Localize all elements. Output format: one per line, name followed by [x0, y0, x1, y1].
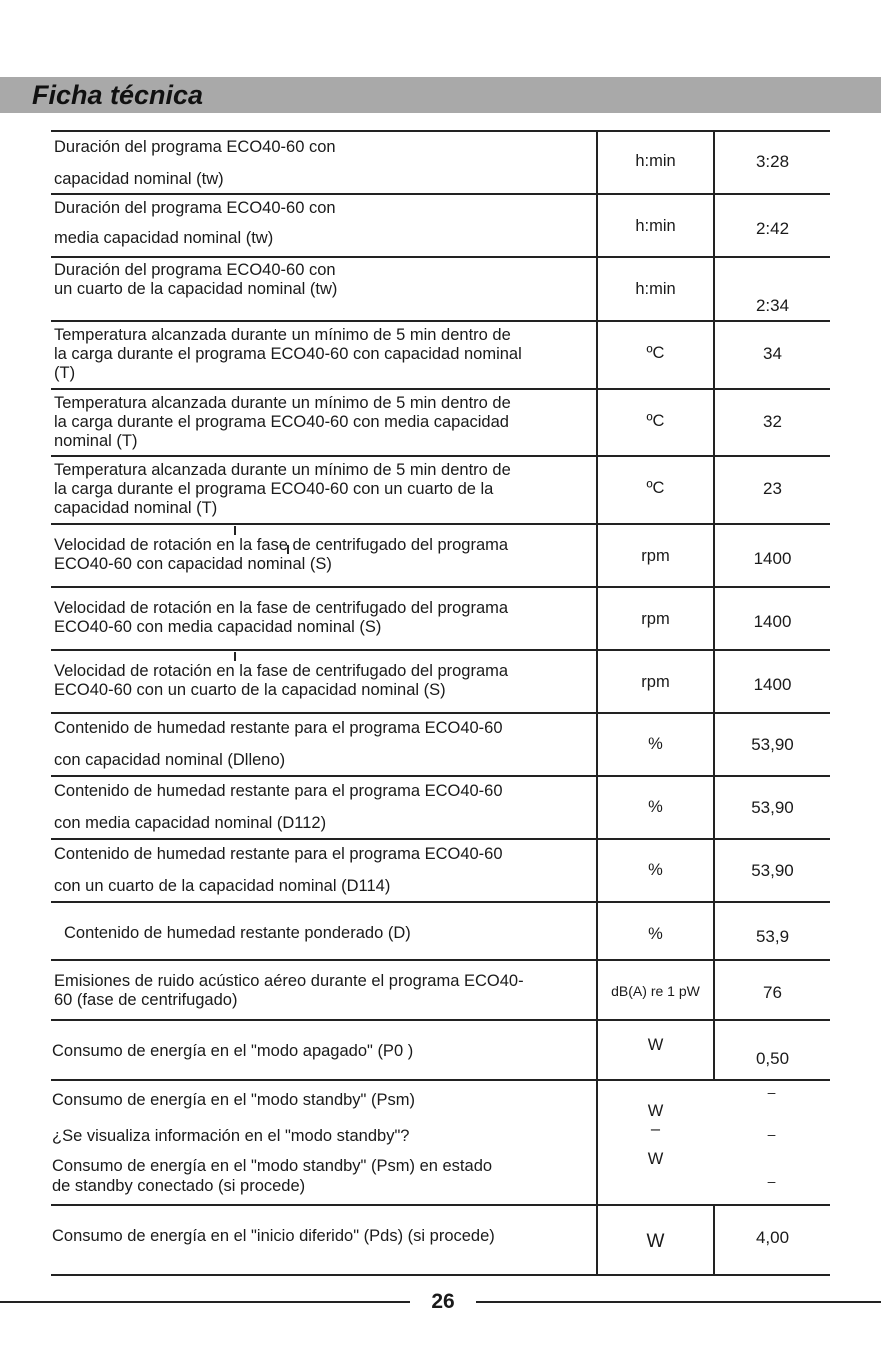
value-text: 53,90 — [751, 861, 794, 880]
unit-text: % — [648, 735, 663, 753]
description-line: Contenido de humedad restante ponderado (D) — [64, 924, 411, 942]
unit-text: W — [647, 1036, 664, 1054]
unit-text: % — [648, 861, 663, 879]
unit-text: h:min — [635, 152, 676, 170]
unit-text: h:min — [635, 280, 676, 298]
page-number: 26 — [431, 1290, 455, 1313]
description-line: la carga durante el programa ECO40-60 con media capacidad — [54, 413, 509, 431]
table-row — [51, 322, 830, 390]
row-value — [713, 390, 830, 455]
value-text: 23 — [763, 479, 782, 498]
value-text: 53,9 — [755, 927, 790, 946]
row-value — [713, 961, 830, 1019]
row-description — [51, 322, 596, 388]
row-value — [713, 903, 830, 959]
row-description — [51, 195, 596, 256]
description-line: capacidad nominal (T) — [54, 499, 218, 517]
row-value — [713, 525, 830, 586]
value-text: 34 — [763, 344, 782, 363]
unit-text: W — [647, 1150, 664, 1168]
description-line: con un cuarto de la capacidad nominal (D114) — [54, 877, 391, 895]
footer-rule-right — [476, 1301, 881, 1303]
table-row — [51, 903, 830, 961]
row-unit — [596, 195, 713, 256]
value-text: 3:28 — [755, 152, 790, 171]
row-value — [713, 588, 830, 649]
description-line: con capacidad nominal (Dlleno) — [54, 751, 286, 769]
table-row — [51, 525, 830, 588]
value-text: 1400 — [753, 612, 792, 631]
description-line: ¿Se visualiza información en el "modo standby"? — [52, 1127, 410, 1145]
row-unit — [596, 322, 713, 388]
value-text: 53,90 — [751, 735, 794, 754]
row-unit — [596, 714, 713, 775]
description-line: ECO40-60 con media capacidad nominal (S) — [54, 618, 382, 636]
table-row — [51, 258, 830, 322]
description-line: ECO40-60 con capacidad nominal (S) — [54, 555, 332, 573]
row-value — [713, 457, 830, 523]
unit-text: ºC — [646, 412, 665, 430]
description-line: Velocidad de rotación en la fase de centrifugado del programa — [54, 662, 509, 680]
page-footer — [0, 1288, 881, 1318]
unit-text: rpm — [641, 673, 670, 691]
row-unit — [596, 651, 713, 712]
row-description — [51, 258, 596, 320]
description-line: con media capacidad nominal (D112) — [54, 814, 327, 832]
value-text: 0,50 — [755, 1049, 790, 1068]
row-unit — [596, 840, 713, 901]
row-value — [713, 195, 830, 256]
description-line: Velocidad de rotación en la fase de centrifugado del programa — [54, 599, 509, 617]
unit-text: W — [646, 1231, 665, 1252]
row-value — [713, 651, 830, 712]
description-line: Temperatura alcanzada durante un mínimo de 5 min dentro de — [54, 394, 511, 412]
value-text: 2:34 — [755, 296, 790, 315]
row-description — [51, 1021, 596, 1079]
value-text: 2:42 — [755, 219, 790, 238]
unit-text: h:min — [635, 217, 676, 235]
value-text: 4,00 — [755, 1228, 790, 1247]
unit-text: W — [647, 1102, 664, 1120]
table-row — [51, 457, 830, 525]
row-description — [51, 1206, 596, 1274]
page-title: Ficha técnica — [32, 80, 204, 110]
table-row — [51, 961, 830, 1021]
unit-text: % — [648, 798, 663, 816]
table-row — [51, 1206, 830, 1276]
row-value — [713, 840, 830, 901]
value-text: 76 — [763, 983, 782, 1002]
row-value — [713, 1206, 830, 1274]
value-text: – — [767, 1173, 776, 1189]
description-line: Emisiones de ruido acústico aéreo durante el programa ECO40- — [54, 972, 524, 990]
value-text: 1400 — [753, 549, 792, 568]
value-text: – — [767, 1126, 776, 1142]
description-line: Duración del programa ECO40-60 con — [54, 138, 336, 156]
row-value — [713, 714, 830, 775]
value-text: – — [767, 1084, 776, 1100]
description-line: Consumo de energía en el "modo standby" (Psm) — [52, 1091, 415, 1109]
row-description — [51, 651, 596, 712]
table-row — [51, 777, 830, 840]
table-row — [51, 130, 830, 195]
description-line: Contenido de humedad restante para el programa ECO40-60 — [54, 782, 503, 800]
description-line: Consumo de energía en el "modo apagado" (P0 ) — [52, 1042, 414, 1060]
row-description — [51, 840, 596, 901]
row-value — [713, 132, 830, 193]
table-row — [51, 390, 830, 457]
table-row — [51, 651, 830, 714]
description-line: media capacidad nominal (tw) — [54, 229, 274, 247]
unit-text: % — [648, 925, 663, 943]
row-description — [51, 390, 596, 455]
description-line: de standby conectado (si procede) — [52, 1177, 306, 1195]
value-text: 53,90 — [751, 798, 794, 817]
description-line: Contenido de humedad restante para el programa ECO40-60 — [54, 845, 503, 863]
description-line: Velocidad de rotación en la fase de centrifugado del programa — [54, 536, 509, 554]
table-row — [51, 1021, 830, 1081]
row-unit — [596, 132, 713, 193]
row-description — [51, 588, 596, 649]
row-unit — [596, 961, 713, 1019]
table-row — [51, 840, 830, 903]
row-value — [713, 777, 830, 838]
footer-rule-left — [0, 1301, 410, 1303]
row-unit — [596, 1021, 713, 1079]
unit-text: ºC — [646, 479, 665, 497]
row-value — [713, 322, 830, 388]
row-unit — [596, 457, 713, 523]
table-row — [51, 195, 830, 258]
description-line: Temperatura alcanzada durante un mínimo de 5 min dentro de — [54, 326, 511, 344]
description-line: Consumo de energía en el "modo standby" (Psm) en estado — [52, 1157, 493, 1175]
description-line: Duración del programa ECO40-60 con — [54, 199, 336, 217]
description-line: capacidad nominal (tw) — [54, 170, 224, 188]
description-line: nominal (T) — [54, 432, 138, 450]
row-unit — [596, 390, 713, 455]
description-line: la carga durante el programa ECO40-60 con un cuarto de la — [54, 480, 494, 498]
description-line: un cuarto de la capacidad nominal (tw) — [54, 280, 338, 298]
unit-text: ºC — [646, 344, 665, 362]
description-line: (T) — [54, 364, 76, 382]
value-text: 32 — [763, 412, 782, 431]
description-line: 60 (fase de centrifugado) — [54, 991, 238, 1009]
row-unit — [596, 1206, 713, 1274]
description-line: Duración del programa ECO40-60 con — [54, 261, 336, 279]
row-unit — [596, 588, 713, 649]
row-value — [713, 258, 830, 320]
unit-text: dB(A) re 1 pW — [611, 983, 700, 999]
row-description — [51, 525, 596, 586]
section-title-bar — [0, 77, 881, 113]
row-description — [51, 961, 596, 1019]
description-line: Consumo de energía en el "inicio diferido" (Pds) (si procede) — [52, 1227, 495, 1245]
row-description — [51, 1081, 596, 1204]
description-line: Contenido de humedad restante para el programa ECO40-60 — [54, 719, 503, 737]
description-line: Temperatura alcanzada durante un mínimo de 5 min dentro de — [54, 461, 511, 479]
row-unit — [596, 525, 713, 586]
unit-text: rpm — [641, 547, 670, 565]
row-description — [51, 777, 596, 838]
description-line: ECO40-60 con un cuarto de la capacidad nominal (S) — [54, 681, 446, 699]
table-row — [51, 1081, 830, 1206]
description-line: la carga durante el programa ECO40-60 con capacidad nominal — [54, 345, 522, 363]
row-description — [51, 714, 596, 775]
row-unit — [596, 777, 713, 838]
row-description — [51, 903, 596, 959]
unit-text: – — [650, 1120, 661, 1138]
row-value — [713, 1021, 830, 1079]
table-row — [51, 714, 830, 777]
row-value — [713, 1081, 830, 1204]
unit-text: rpm — [641, 610, 670, 628]
row-unit — [596, 903, 713, 959]
table-row — [51, 588, 830, 651]
value-text: 1400 — [753, 675, 792, 694]
row-unit — [596, 258, 713, 320]
row-description — [51, 457, 596, 523]
row-unit — [596, 1081, 713, 1204]
row-description — [51, 132, 596, 193]
